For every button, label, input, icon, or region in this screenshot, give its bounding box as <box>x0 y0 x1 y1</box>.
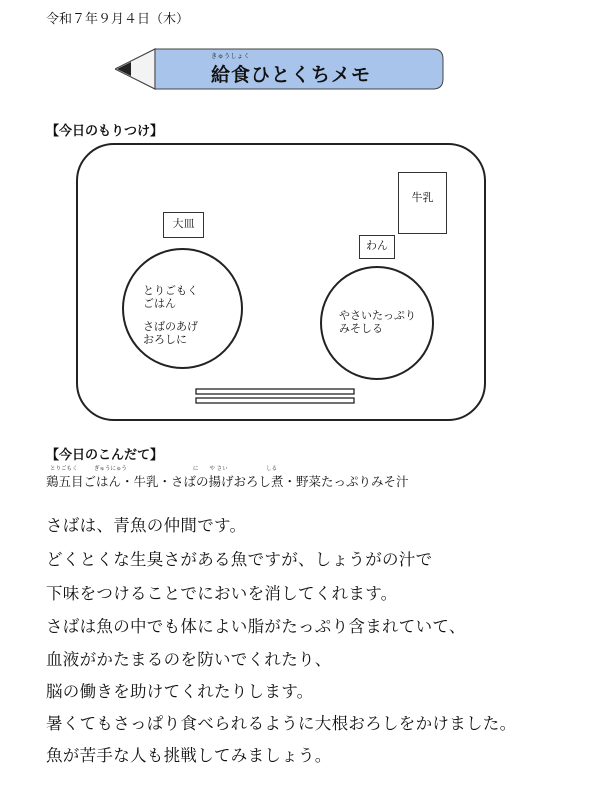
milk-label: 牛乳 <box>398 172 447 234</box>
menu-text: 鶏五目ごはん・牛乳・さばの揚げおろし煮・野菜たっぷりみそ汁 <box>46 474 409 489</box>
kondate-heading: 【今日のこんだて】 <box>46 448 164 463</box>
soup-line: やさいたっぷり <box>339 309 416 322</box>
wan-label: わん <box>359 235 395 259</box>
body-line: 脳の働きを助けてくれたりします。 <box>46 682 314 701</box>
moritsuke-heading: 【今日のもりつけ】 <box>46 124 164 139</box>
body-line: さばは、青魚の仲間です。 <box>46 516 247 535</box>
main-plate-line: とりごもく <box>143 284 198 297</box>
main-plate-text <box>143 284 198 346</box>
menu-ruby: とりごもく ぎゅうにゅう に や さい しる <box>50 466 278 472</box>
main-plate-line: さばのあげ <box>143 320 198 333</box>
main-plate-spacer <box>143 310 198 320</box>
date-text: 令和７年９月４日（木） <box>46 12 190 27</box>
body-line: 魚が苦手な人も挑戦してみましょう。 <box>46 746 332 765</box>
main-plate-line: おろしに <box>143 333 187 346</box>
body-line: 下味をつけることでにおいを消してくれます。 <box>46 584 398 603</box>
soup-line: みそしる <box>339 322 383 335</box>
body-line: 暑くてもさっぱり食べられるように大根おろしをかけました。 <box>46 714 517 733</box>
soup-bowl-text <box>339 309 416 335</box>
title-ruby: きゅうしょく <box>211 53 251 60</box>
body-line: さばは魚の中でも体によい脂がたっぷり含まれていて、 <box>46 617 466 636</box>
page-title: 給食ひとくちメモ <box>210 64 371 86</box>
main-plate-line: ごはん <box>143 297 176 310</box>
body-line: どくとくな生臭さがある魚ですが、しょうがの汁で <box>46 550 433 569</box>
oosara-label: 大皿 <box>163 212 204 238</box>
chopsticks-icon <box>194 386 358 408</box>
body-line: 血液がかたまるのを防いでくれたり、 <box>46 650 332 669</box>
